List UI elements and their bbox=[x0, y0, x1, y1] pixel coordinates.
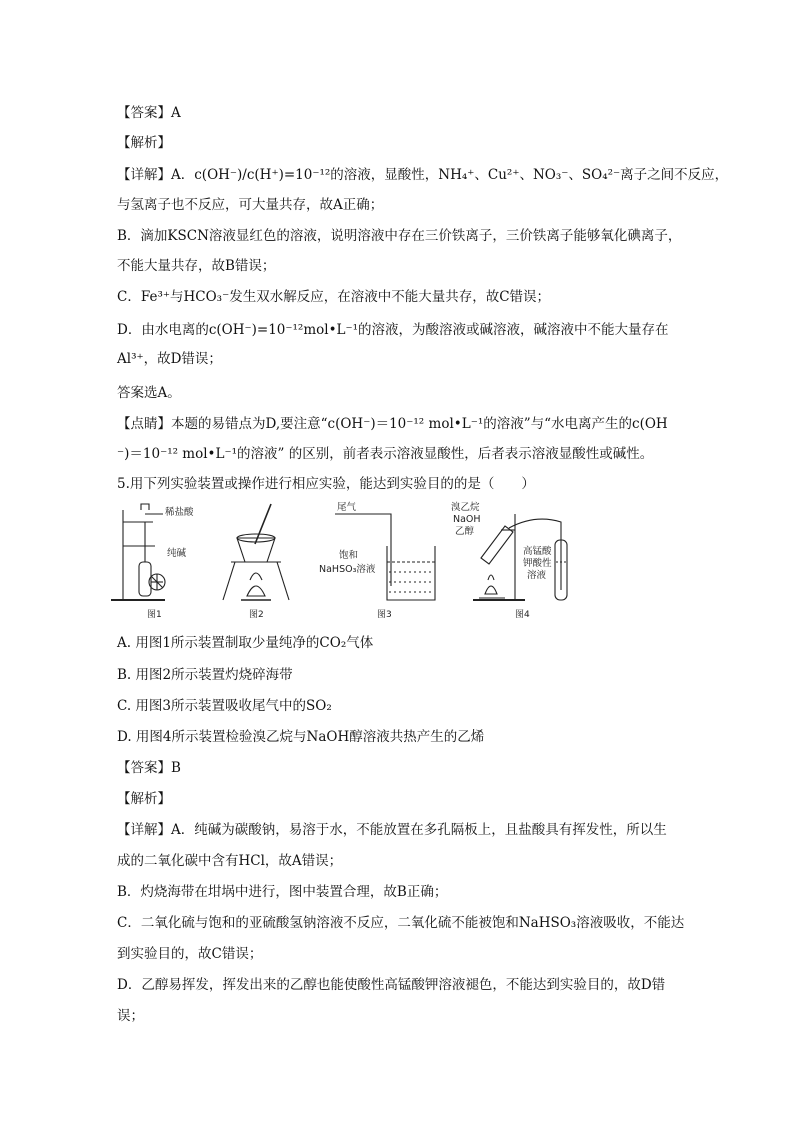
detail-line: B．滴加KSCN溶液显红色的溶液，说明溶液中存在三价铁离子，三价铁离子能够氧化碘离子， bbox=[117, 228, 682, 244]
option-d: D. 用图4所示装置检验溴乙烷与NaOH醇溶液共热产生的乙烯 bbox=[117, 729, 485, 745]
detail-line: 【详解】A．纯碱为碳酸钠，易溶于水，不能放置在多孔隔板上，且盐酸具有挥发性，所以生 bbox=[117, 822, 667, 838]
answer-heading-4: 【答案】A bbox=[117, 105, 181, 121]
option-c: C. 用图3所示装置吸收尾气中的SO₂ bbox=[117, 698, 332, 714]
detail-line: B．灼烧海带在坩埚中进行，图中装置合理，故B正确； bbox=[117, 884, 448, 900]
detail-line: 到实验目的，故C错误； bbox=[117, 946, 263, 962]
figure-2-caption: 图2 bbox=[249, 610, 264, 620]
figure-4-label-permanganate-1: 高锰酸 bbox=[523, 546, 552, 557]
figure-1-soda-label: 纯碱 bbox=[167, 548, 187, 559]
question-5-stem: 5.用下列实验装置或操作进行相应实验，能达到实验目的的是（ ） bbox=[117, 476, 535, 492]
figure-4-apparatus bbox=[451, 501, 567, 620]
detail-line: 成的二氧化碳中含有HCl，故A错误； bbox=[117, 853, 343, 869]
figure-4-label-bromoethane: 溴乙烷 bbox=[451, 502, 480, 513]
option-a: A. 用图1所示装置制取少量纯净的CO₂气体 bbox=[117, 635, 374, 651]
figure-1-apparatus bbox=[111, 504, 194, 620]
detail-line: 与氢离子也不反应，可大量共存，故A正确； bbox=[117, 197, 384, 213]
detail-line: D．由水电离的c(OH⁻)=10⁻¹²mol•L⁻¹的溶液，为酸溶液或碱溶液，碱溶液中不能大量存在 bbox=[117, 322, 669, 338]
figure-3-caption: 图3 bbox=[377, 610, 392, 620]
analysis-heading-5: 【解析】 bbox=[117, 791, 171, 807]
figure-4-label-permanganate-3: 溶液 bbox=[527, 570, 547, 581]
tip-line: 【点睛】本题的易错点为D,要注意“c(OH⁻)＝10⁻¹² mol•L⁻¹的溶液”与“水电离产生的c(OH bbox=[117, 416, 668, 432]
figure-1-caption: 图1 bbox=[147, 610, 162, 620]
figure-4-label-permanganate-2: 钾酸性 bbox=[523, 558, 552, 569]
tip-line: ⁻)＝10⁻¹² mol•L⁻¹的溶液” 的区别，前者表示溶液显酸性，后者表示溶液显酸性或碱性。 bbox=[117, 446, 654, 462]
detail-line: Al³⁺，故D错误； bbox=[117, 351, 222, 367]
figure-4-label-ethanol: 乙醇 bbox=[455, 526, 475, 537]
detail-line: C．Fe³⁺与HCO₃⁻发生双水解反应，在溶液中不能大量共存，故C错误； bbox=[117, 289, 551, 305]
analysis-heading-4: 【解析】 bbox=[117, 135, 171, 151]
option-b: B. 用图2所示装置灼烧碎海带 bbox=[117, 667, 293, 683]
figure-3-gas-label: 尾气 bbox=[337, 502, 357, 513]
detail-line: C．二氧化硫与饱和的亚硫酸氢钠溶液不反应，二氧化硫不能被饱和NaHSO₃溶液吸收，不能达 bbox=[117, 915, 685, 931]
apparatus-diagram bbox=[105, 500, 585, 628]
figure-3-solution-label: NaHSO₃溶液 bbox=[319, 564, 376, 575]
detail-line: 误； bbox=[117, 1008, 144, 1024]
answer-heading-5: 【答案】B bbox=[117, 760, 181, 776]
figure-2-apparatus bbox=[223, 504, 289, 620]
figure-3-apparatus bbox=[319, 501, 435, 620]
figure-4-caption: 图4 bbox=[515, 610, 530, 620]
experiment-figure bbox=[105, 500, 585, 628]
detail-line: 不能大量共存，故B错误； bbox=[117, 258, 276, 274]
detail-line: 【详解】A．c(OH⁻)/c(H⁺)=10⁻¹²的溶液，显酸性，NH₄⁺、Cu²⁺、NO₃⁻、SO₄²⁻离子之间不反应， bbox=[117, 167, 729, 183]
figure-3-saturated-label: 饱和 bbox=[339, 550, 359, 561]
conclusion-line: 答案选A。 bbox=[117, 385, 181, 401]
figure-4-label-naoh: NaOH bbox=[453, 514, 481, 525]
figure-1-acid-label: 稀盐酸 bbox=[165, 507, 194, 518]
detail-line: D．乙醇易挥发，挥发出来的乙醇也能使酸性高锰酸钾溶液褪色，不能达到实验目的，故D错 bbox=[117, 977, 666, 993]
